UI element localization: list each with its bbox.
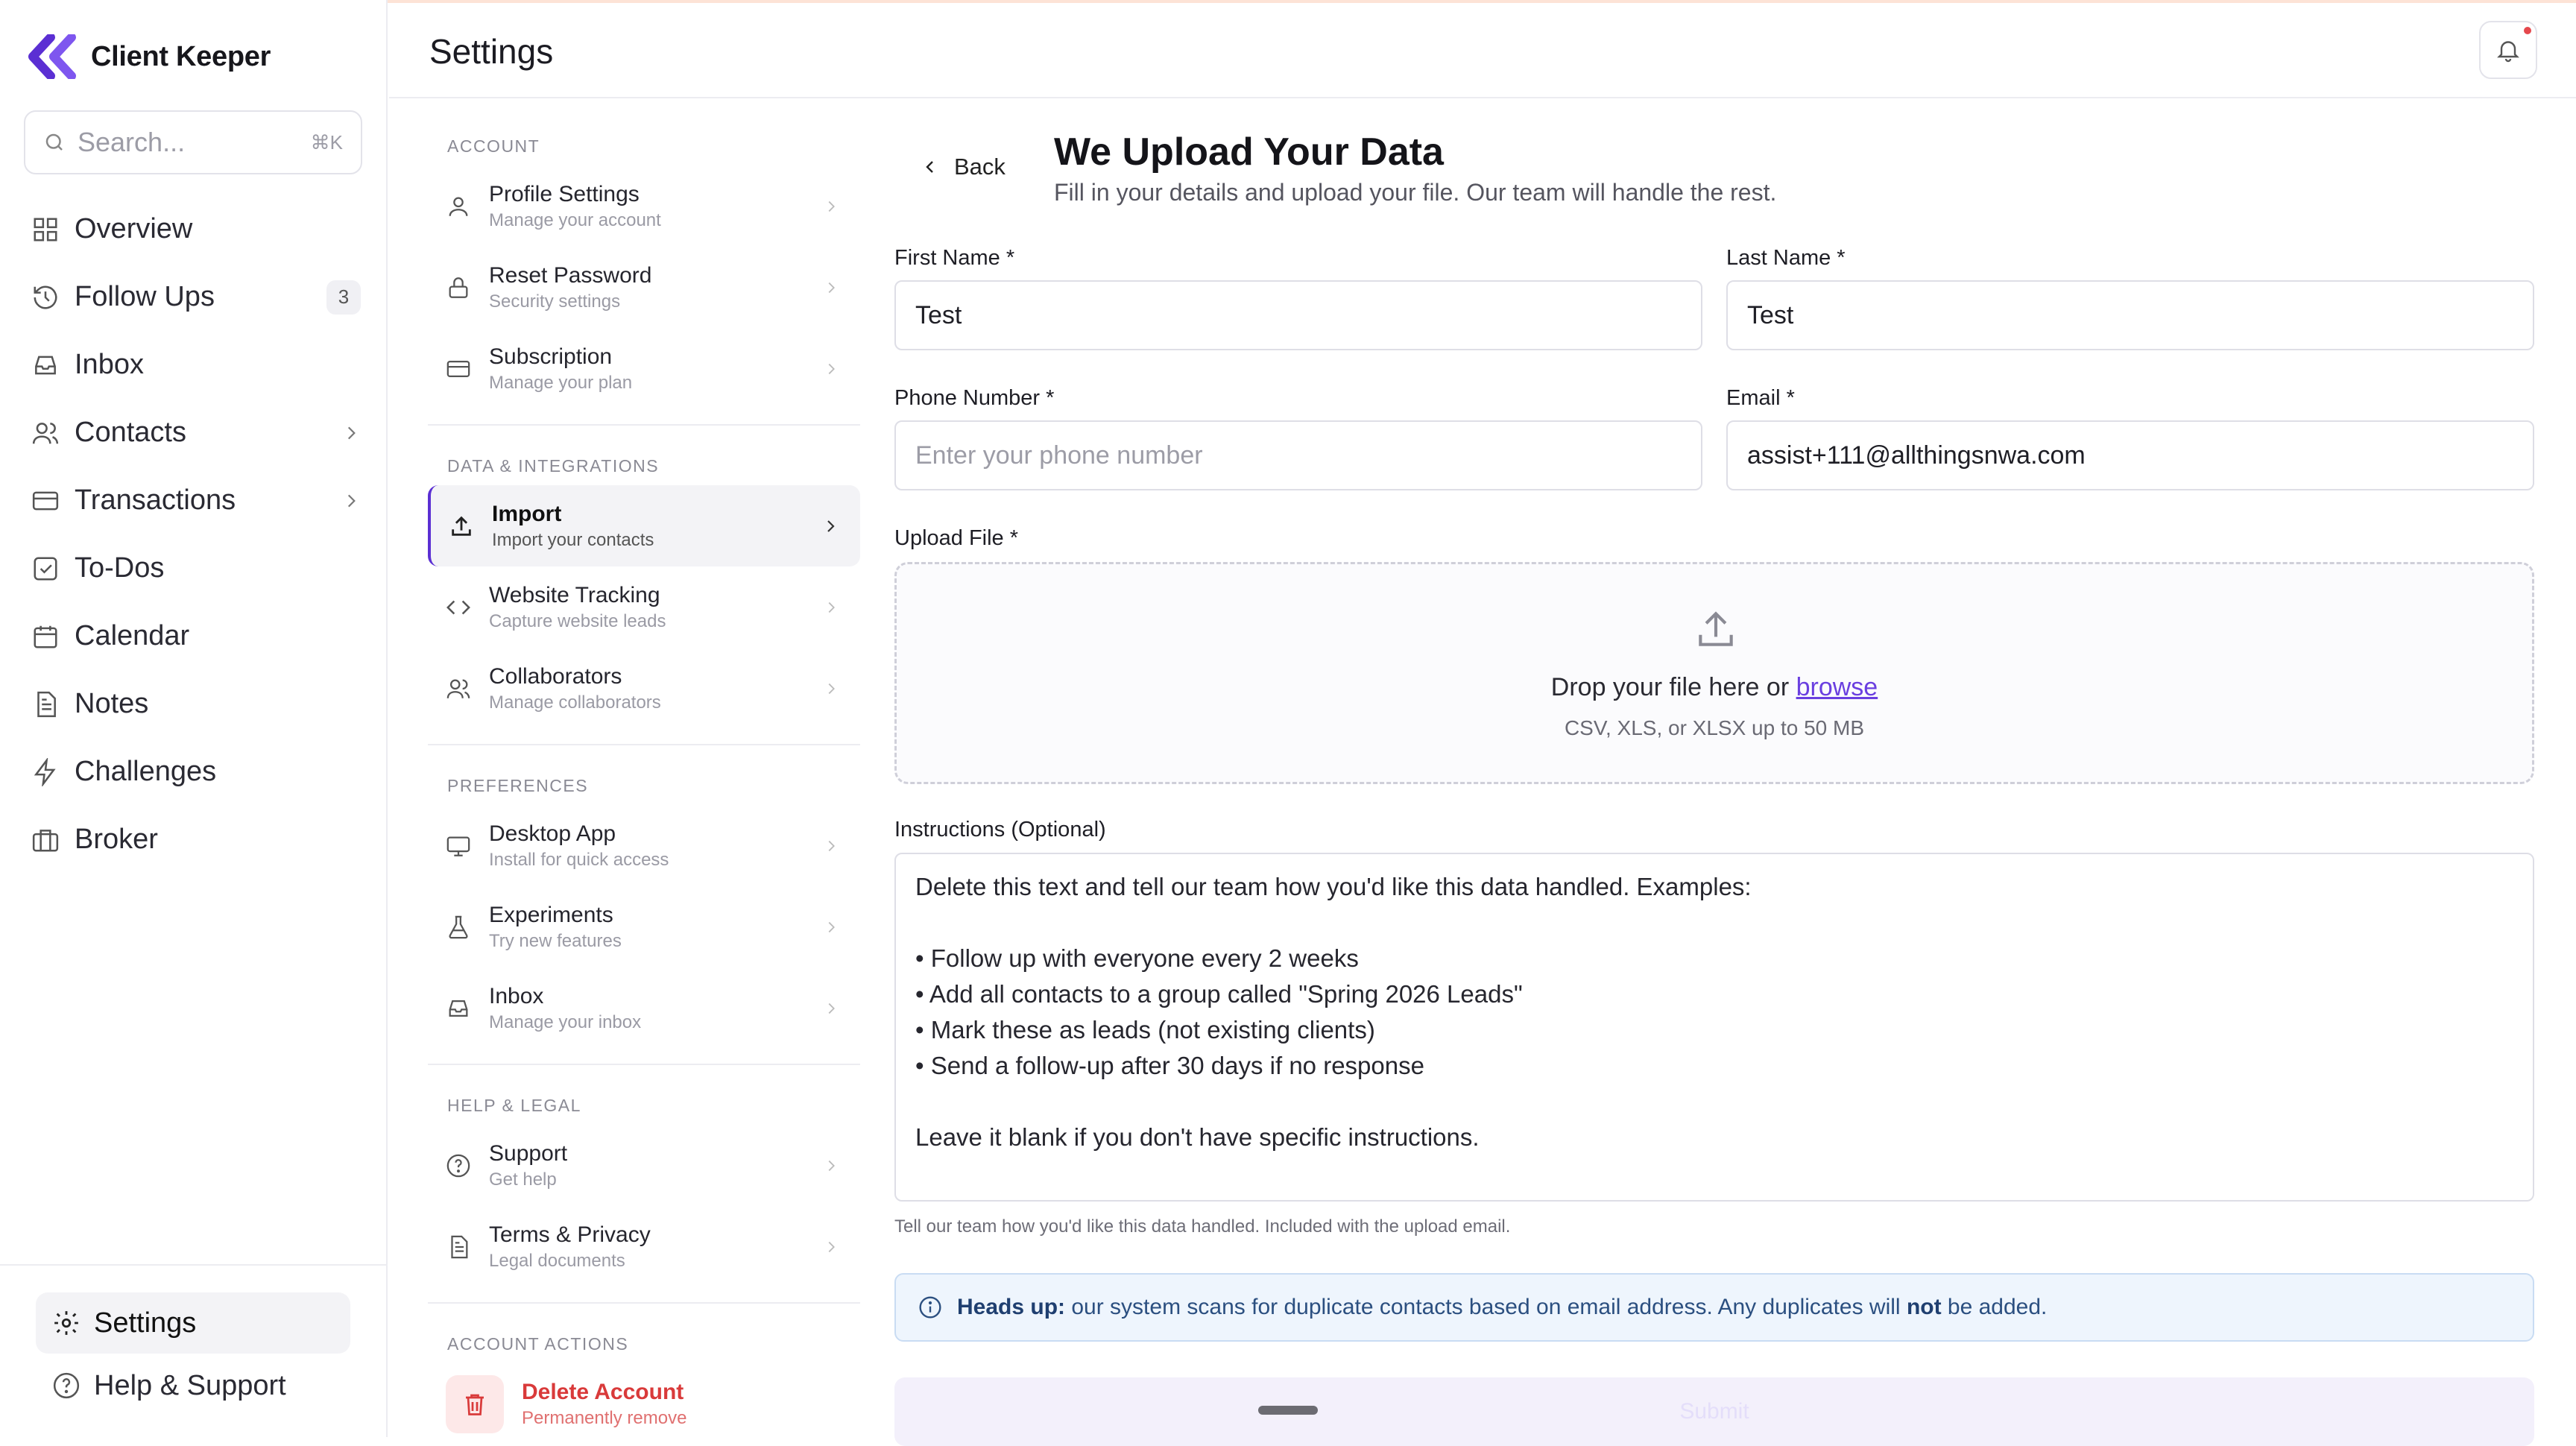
first-name-field[interactable]	[894, 280, 1702, 350]
bolt-icon	[31, 758, 60, 786]
section-label-preferences: PREFERENCES	[447, 775, 589, 795]
menu-item-title: Desktop App	[489, 821, 616, 846]
notice-body-1: our system scans for duplicate contacts based on email address. Any duplicates will	[1065, 1295, 1907, 1319]
first-name-label: First Name *	[894, 246, 1015, 270]
monitor-icon	[446, 833, 471, 859]
nav-label: Challenges	[75, 756, 217, 787]
trash-icon	[446, 1375, 504, 1433]
chevron-left-icon	[921, 158, 939, 176]
form-subtitle: Fill in your details and upload your file. Our team will handle the rest.	[1054, 179, 1777, 206]
section-label-account-actions: ACCOUNT ACTIONS	[447, 1333, 629, 1354]
chevron-right-icon	[823, 919, 839, 935]
divider	[428, 424, 860, 426]
notifications-button[interactable]	[2479, 21, 2537, 79]
inbox-icon	[31, 351, 60, 379]
user-icon	[446, 194, 471, 219]
menu-item-title: Support	[489, 1140, 568, 1166]
file-dropzone[interactable]	[894, 562, 2534, 784]
back-label: Back	[954, 154, 1006, 180]
main-nav	[21, 195, 371, 874]
menu-item-title: Terms & Privacy	[489, 1222, 651, 1247]
menu-item-website-tracking[interactable]	[428, 566, 860, 648]
menu-item-profile-settings[interactable]	[428, 165, 860, 247]
nav-item-challenges[interactable]	[21, 738, 371, 806]
app-name: Client Keeper	[91, 40, 271, 72]
sidebar-footer	[0, 1264, 388, 1401]
chevron-right-icon	[823, 681, 839, 697]
menu-item-subtitle: Get help	[489, 1169, 557, 1190]
app-logo[interactable]	[28, 34, 271, 79]
calendar-icon	[31, 622, 60, 651]
dropzone-hint: CSV, XLS, or XLSX up to 50 MB	[1564, 716, 1865, 739]
users-icon	[446, 676, 471, 701]
chevron-right-icon	[823, 361, 839, 377]
menu-item-title: Website Tracking	[489, 582, 660, 607]
nav-label: Transactions	[75, 484, 236, 516]
sidebar	[0, 0, 388, 1437]
nav-label: Broker	[75, 824, 158, 855]
chevron-right-icon	[823, 599, 839, 616]
menu-item-title: Reset Password	[489, 262, 652, 288]
nav-label: Contacts	[75, 417, 186, 448]
nav-item-follow-ups[interactable]	[21, 263, 371, 331]
nav-item-inbox[interactable]	[21, 331, 371, 399]
dropzone-prompt: Drop your file here or	[1550, 673, 1796, 701]
menu-item-subscription[interactable]	[428, 328, 860, 409]
upload-file-label: Upload File *	[894, 526, 1019, 550]
gear-icon	[52, 1309, 80, 1337]
menu-item-subtitle: Security settings	[489, 291, 621, 312]
phone-label: Phone Number *	[894, 386, 1055, 410]
menu-item-subtitle: Manage your account	[489, 209, 661, 230]
checkbox-icon	[31, 555, 60, 583]
search-box[interactable]	[24, 110, 362, 174]
upload-icon	[1693, 606, 1739, 652]
inbox-icon	[446, 996, 471, 1021]
menu-item-collaborators[interactable]	[428, 648, 860, 729]
nav-item-contacts[interactable]	[21, 399, 371, 467]
flask-icon	[446, 915, 471, 940]
client-keeper-logo-icon	[28, 34, 79, 79]
menu-item-reset-password[interactable]	[428, 247, 860, 328]
follow-ups-count-badge: 3	[326, 280, 361, 315]
nav-label: To-Dos	[75, 552, 165, 584]
form-title: We Upload Your Data	[1054, 130, 1444, 174]
menu-item-terms-privacy[interactable]	[428, 1206, 860, 1287]
help-circle-icon	[52, 1371, 80, 1400]
menu-item-subtitle: Install for quick access	[489, 849, 669, 870]
menu-item-title: Inbox	[489, 983, 544, 1008]
dropzone-text	[897, 673, 2532, 702]
menu-item-desktop-app[interactable]	[428, 805, 860, 886]
nav-item-transactions[interactable]	[21, 467, 371, 534]
nav-label: Overview	[75, 213, 193, 244]
help-support-label: Help & Support	[94, 1369, 286, 1401]
menu-item-title: Profile Settings	[489, 181, 640, 206]
info-icon	[918, 1295, 942, 1319]
duplicate-notice	[894, 1273, 2534, 1342]
nav-item-todos[interactable]	[21, 534, 371, 602]
menu-item-subtitle: Import your contacts	[492, 529, 654, 550]
menu-item-subtitle: Legal documents	[489, 1250, 625, 1271]
menu-item-subtitle: Permanently remove	[522, 1407, 687, 1428]
nav-item-overview[interactable]	[21, 195, 371, 263]
phone-field[interactable]	[894, 420, 1702, 490]
chevron-right-icon	[821, 517, 839, 535]
section-label-data-integrations: DATA & INTEGRATIONS	[447, 455, 660, 476]
help-circle-icon	[446, 1153, 471, 1178]
menu-item-title: Experiments	[489, 902, 613, 927]
nav-item-notes[interactable]	[21, 670, 371, 738]
instructions-textarea[interactable]	[894, 853, 2534, 1202]
chevron-right-icon	[823, 1000, 839, 1017]
menu-item-subtitle: Manage your plan	[489, 372, 633, 393]
menu-item-title: Import	[492, 501, 562, 526]
menu-item-subtitle: Capture website leads	[489, 610, 666, 631]
search-shortcut: ⌘K	[310, 130, 343, 154]
history-icon	[31, 283, 60, 312]
last-name-label: Last Name *	[1726, 246, 1846, 270]
notice-text	[957, 1295, 2047, 1320]
section-label-account: ACCOUNT	[447, 136, 540, 156]
search-input[interactable]	[78, 127, 294, 158]
chevron-right-icon	[341, 491, 361, 511]
search-icon	[43, 131, 66, 154]
menu-item-title: Delete Account	[522, 1379, 684, 1404]
section-label-help-legal: HELP & LEGAL	[447, 1095, 581, 1115]
notice-body-2: be added.	[1941, 1295, 2048, 1319]
code-icon	[446, 595, 471, 620]
menu-item-subtitle: Manage collaborators	[489, 692, 661, 713]
chevron-right-icon	[823, 198, 839, 215]
instructions-label: Instructions (Optional)	[894, 818, 1106, 842]
lock-icon	[446, 275, 471, 300]
settings-link[interactable]	[36, 1292, 350, 1354]
browse-link[interactable]: browse	[1796, 673, 1878, 701]
menu-item-inbox[interactable]	[428, 967, 860, 1049]
scroll-handle[interactable]	[1258, 1406, 1318, 1415]
menu-item-import[interactable]	[428, 485, 860, 566]
divider	[428, 744, 860, 745]
grid-icon	[31, 215, 60, 244]
settings-label: Settings	[94, 1307, 197, 1339]
chevron-right-icon	[823, 280, 839, 296]
back-button[interactable]	[921, 154, 1006, 180]
notification-dot	[2524, 27, 2531, 34]
submit-button[interactable]: Submit	[894, 1377, 2534, 1446]
menu-item-subtitle: Try new features	[489, 930, 622, 951]
chevron-right-icon	[823, 1158, 839, 1174]
help-support-link[interactable]	[36, 1355, 350, 1416]
nav-label: Follow Ups	[75, 281, 215, 312]
menu-item-title: Collaborators	[489, 663, 622, 689]
menu-item-delete-account[interactable]	[428, 1363, 860, 1445]
nav-label: Calendar	[75, 620, 190, 651]
page-title: Settings	[429, 32, 554, 71]
nav-label: Inbox	[75, 349, 144, 380]
email-field[interactable]	[1726, 420, 2534, 490]
menu-item-support[interactable]	[428, 1125, 860, 1206]
briefcase-icon	[31, 826, 60, 854]
bell-icon	[2495, 37, 2522, 63]
chevron-right-icon	[823, 1239, 839, 1255]
nav-item-calendar[interactable]	[21, 602, 371, 670]
menu-item-experiments[interactable]	[428, 886, 860, 967]
chevron-right-icon	[823, 838, 839, 854]
notice-not: not	[1906, 1295, 1942, 1319]
card-icon	[446, 356, 471, 382]
page-header	[389, 0, 2576, 98]
instructions-hint: Tell our team how you'd like this data handled. Included with the upload email.	[894, 1216, 1511, 1237]
chevron-right-icon	[341, 423, 361, 443]
nav-label: Notes	[75, 688, 149, 719]
notice-strong: Heads up:	[957, 1295, 1066, 1319]
users-icon	[31, 419, 60, 447]
document-icon	[31, 690, 60, 719]
menu-item-subtitle: Manage your inbox	[489, 1011, 642, 1032]
card-icon	[31, 487, 60, 515]
divider	[428, 1302, 860, 1304]
last-name-field[interactable]	[1726, 280, 2534, 350]
nav-item-broker[interactable]	[21, 806, 371, 874]
upload-icon	[449, 514, 474, 539]
document-icon	[446, 1234, 471, 1260]
menu-item-title: Subscription	[489, 344, 613, 369]
email-label: Email *	[1726, 386, 1795, 410]
settings-menu	[428, 127, 860, 1445]
divider	[428, 1064, 860, 1065]
